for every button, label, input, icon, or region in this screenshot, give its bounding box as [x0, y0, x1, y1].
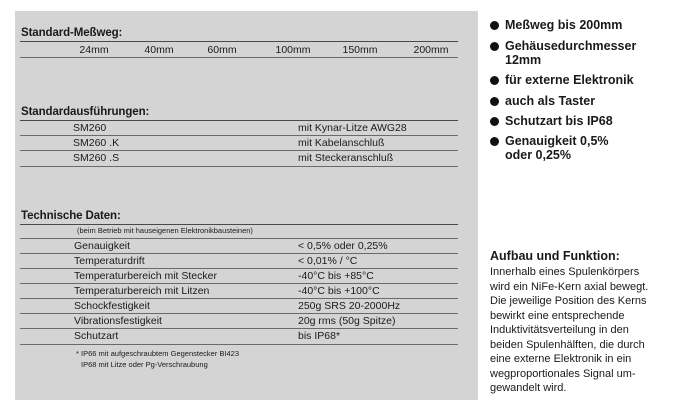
model-name: SM260 [73, 122, 107, 134]
section-title-ausfuehrungen: Standardausführungen: [21, 106, 150, 118]
aufbau-body: Innerhalb eines Spulenkörpers wird ein NiFe-Kern axial bewegt. Die jeweilige Position des Kerns bewirkt eine entsprechende Induktivitätsverteilung in den beiden Spulenhälften, die durch eine externe Elektronik in ein wegproportionales Signal um- gewandelt wird. [490, 266, 649, 394]
table-row [20, 329, 458, 343]
range-value: 100mm [275, 44, 311, 56]
footnote: IP68 mit Litze oder Pg-Verschraubung [81, 360, 208, 369]
table-row [20, 151, 458, 165]
model-name: SM260 .S [73, 152, 120, 164]
spec-label: Schutzart [74, 330, 119, 342]
divider [20, 41, 458, 42]
spec-value: bis IP68* [298, 330, 341, 342]
bullet-icon [490, 137, 499, 146]
spec-value: -40°C bis +85°C [298, 270, 374, 282]
table-row [20, 239, 458, 254]
divider [20, 224, 458, 225]
bullet-icon [490, 117, 499, 126]
technical-data-note: (beim Betrieb mit hauseigenen Elektronikbausteinen) [77, 226, 253, 235]
spec-label: Schockfestigkeit [74, 300, 150, 312]
table-row [20, 269, 458, 284]
model-desc: mit Kynar-Litze AWG28 [298, 122, 407, 134]
aufbau-title: Aufbau und Funktion: [490, 249, 620, 263]
bullet-icon [490, 76, 499, 85]
spec-label: Temperaturbereich mit Litzen [74, 285, 210, 297]
range-value: 24mm [79, 44, 109, 56]
model-name: SM260 .K [73, 137, 120, 149]
bullet-icon [490, 97, 499, 106]
spec-label: Genauigkeit [74, 240, 131, 252]
range-value: 40mm [144, 44, 174, 56]
spec-value: < 0,5% oder 0,25% [298, 240, 388, 252]
spec-value: 20g rms (50g Spitze) [298, 315, 396, 327]
footnote: * IP66 mit aufgeschraubtem Gegenstecker BI423 [76, 349, 240, 358]
section-title-technische-daten: Technische Daten: [21, 210, 121, 222]
table-row [20, 121, 458, 136]
table-row [20, 254, 458, 269]
spec-label: Temperaturdrift [74, 255, 145, 267]
table-row [20, 136, 458, 151]
spec-value: < 0,01% / °C [298, 255, 358, 267]
model-desc: mit Steckeranschluß [298, 152, 394, 164]
divider [20, 344, 458, 345]
bullet-icon [490, 42, 499, 51]
divider [20, 166, 458, 167]
spec-label: Vibrationsfestigkeit [74, 315, 162, 327]
range-value: 60mm [207, 44, 237, 56]
spec-value: 250g SRS 20-2000Hz [298, 300, 401, 312]
table-row [20, 284, 458, 299]
table-row [20, 299, 458, 314]
spec-value: -40°C bis +100°C [298, 285, 380, 297]
section-title-messweg: Standard-Meßweg: [21, 27, 123, 39]
divider [20, 57, 458, 58]
spec-label: Temperaturbereich mit Stecker [74, 270, 217, 282]
table-row [20, 314, 458, 329]
bullet-icon [490, 21, 499, 30]
range-value: 200mm [413, 44, 449, 56]
model-desc: mit Kabelanschluß [298, 137, 385, 149]
range-value: 150mm [342, 44, 378, 56]
